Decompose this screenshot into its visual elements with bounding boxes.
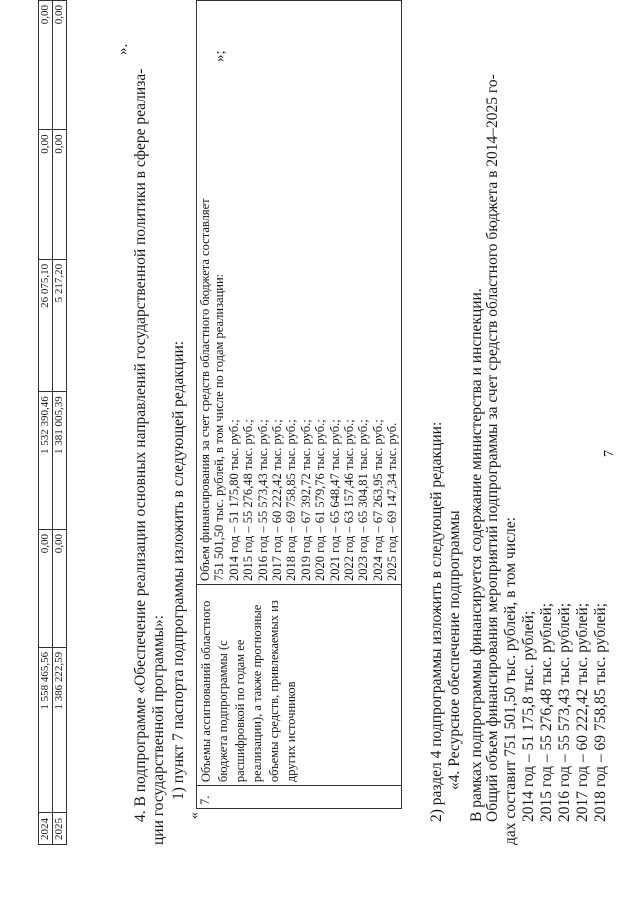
passport-item-7-table (196, 0, 402, 809)
closing-quote-semicolon: »; (212, 50, 228, 62)
funding-line: 2016 год – 55 573,43 тыс. руб.; (255, 419, 270, 581)
year-funding-line: 2015 год – 55 276,48 тыс. рублей; (538, 602, 555, 822)
passport-item-name: Объемы ассигнований областного бюджета подпрограммы (с расшифровкой по годам ее реализации), а также прогнозные объемы средств, привлекаемых из других источников (197, 584, 402, 785)
paragraph-4-line-1: 4. В подпрограмме «Обеспечение реализации основных направлений государственной политики в сфере реализа- (132, 68, 149, 822)
funding-line: 751 501,50 тыс. рублей, в том числе по годам реализации: (212, 273, 227, 581)
table-row (197, 1, 402, 809)
table-cell: 0,00 (39, 1, 53, 131)
funding-line: 2014 год – 51 175,80 тыс. руб.; (226, 419, 241, 581)
funding-line: 2015 год – 55 276,48 тыс. руб.; (241, 419, 256, 581)
table-cell: 1 558 465,56 (39, 647, 53, 812)
funding-line: 2018 год – 69 758,85 тыс. руб.; (284, 419, 299, 581)
closing-quote: ». (115, 43, 131, 55)
table-cell: 26 075,10 (39, 259, 53, 391)
table-row (53, 1, 67, 845)
table-cell: 5 217,20 (53, 259, 67, 391)
year-funding-line: 2017 год – 60 222,42 тыс. рублей; (574, 602, 591, 822)
table-cell: 1 386 222,59 (53, 647, 67, 812)
funding-line: 2024 год – 67 263,95 тыс. руб.; (370, 419, 385, 581)
table-cell: 2025 (53, 812, 67, 844)
table-cell: 0,00 (39, 130, 53, 259)
year-funding-line: 2014 год – 51 175,8 тыс. рублей; (520, 610, 537, 822)
opening-quote: « (187, 812, 202, 819)
funding-line: 2017 год – 60 222,42 тыс. руб.; (270, 419, 285, 581)
funding-line: Объем финансирования за счет средств областного бюджета составляет (198, 198, 212, 581)
table-cell: 0,00 (53, 1, 67, 131)
funding-table-continuation (38, 0, 67, 845)
passport-item-value (197, 1, 402, 585)
table-row (39, 1, 53, 845)
subitem-1-text: 1) пункт 7 паспорта подпрограммы изложить в следующей редакции: (170, 340, 187, 800)
subitem-2-text: 2) раздел 4 подпрограммы изложить в следующей редакции: (428, 421, 445, 822)
funding-line: 2021 год – 65 648,47 тыс. руб.; (327, 419, 342, 581)
table-cell: 0,00 (39, 529, 53, 647)
funding-line: 2020 год – 61 579,76 тыс. руб.; (313, 419, 328, 581)
section-4-paragraph-2: Общий объем финансирования мероприятий подпрограммы за счет средств областного бюджета в 2014–2025 го- (484, 74, 501, 822)
passport-item-number: 7. (197, 786, 402, 809)
paragraph-4-line-2: ции государственной программы»: (150, 615, 167, 845)
table-cell: 0,00 (53, 529, 67, 647)
table-cell: 0,00 (53, 130, 67, 259)
table-cell: 1 532 390,46 (39, 392, 53, 530)
section-4-paragraph-1: В рамках подпрограммы финансируется содержание министерства и инспекции. (468, 288, 485, 822)
funding-line: 2023 год – 65 304,81 тыс. руб.; (356, 419, 371, 581)
section-4-paragraph-3: дах составит 751 501,50 тыс. рублей, в том числе: (502, 517, 519, 845)
year-funding-line: 2016 год – 55 573,43 тыс. рублей; (556, 602, 573, 822)
funding-line: 2019 год – 67 392,72 тыс. руб.; (298, 419, 313, 581)
page-number: 7 (602, 450, 617, 457)
table-cell: 2024 (39, 812, 53, 844)
section-4-title: «4. Ресурсное обеспечение подпрограммы (446, 510, 463, 790)
year-funding-line: 2018 год – 69 758,85 тыс. рублей; (592, 602, 609, 822)
funding-line: 2022 год – 63 157,46 тыс. руб.; (342, 419, 357, 581)
funding-line: 2025 год – 69 147,34 тыс. руб. (385, 422, 400, 581)
table-cell: 1 381 005,39 (53, 392, 67, 530)
